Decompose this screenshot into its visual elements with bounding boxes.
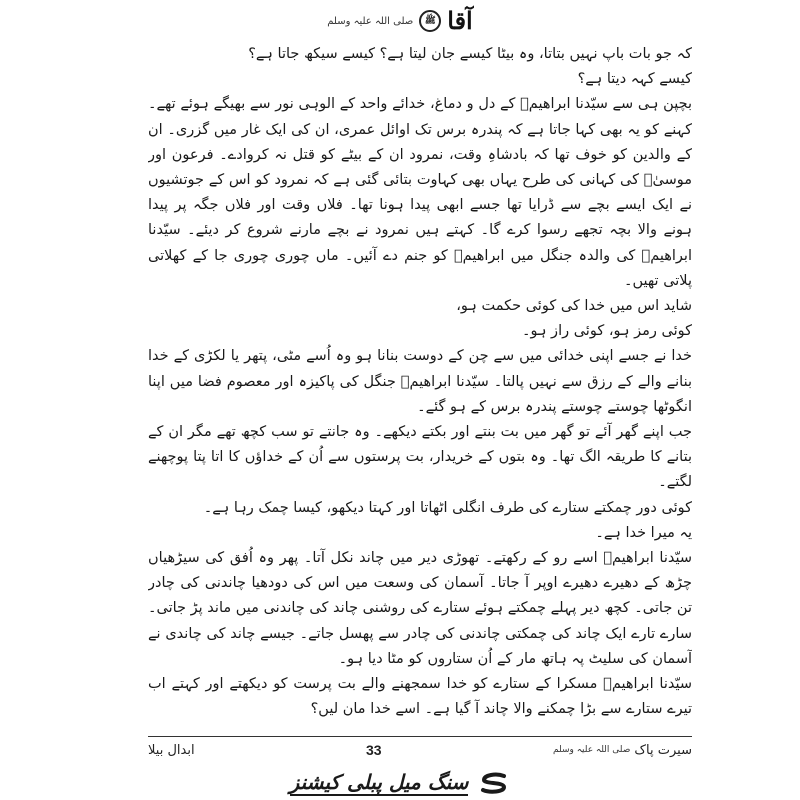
paragraph: کوئی دور چمکتے ستارے کی طرف انگلی اٹھاتا اور کہتا دیکھو، کیسا چمک رہا ہے۔	[203, 499, 692, 516]
paragraph: خدا نے جسے اپنی خدائی میں سے چن کے دوست بنانا ہو وہ اُسے مٹی، پتھر یا لکڑی کے خدا بنانے والے کے رزق سے نہیں پالتا۔ سیّدنا ابراھیمؑ جنگل کی پاکیزہ اور معصوم فضا میں اپنا انگوٹھا چوستے چوستے پندرہ برس کے ہو گئے۔	[148, 348, 692, 415]
paragraph: بچپن ہی سے سیّدنا ابراھیمؑ کے دل و دماغ، خدائے واحد کے الوہی نور سے بھیگے ہوئے تھے۔ کہنے کو یہ بھی کہا جاتا ہے کہ پندرہ برس تک اوائل عمری، ان کی ایک غار میں گزری۔ ان کے والدین کو خوف تھا کہ بادشاہِ وقت، نمرود ان کے بیٹے کو قتل نہ کروادے۔ فرعون اور موسیٰؑ کی کہانی کی طرح یہاں بھی کہاوت بتائی گئی ہے کہ نمرود کو اس کے جوتشیوں نے ایک ایسے بچے سے ڈرایا تھا جسے ابھی پیدا ہونا تھا۔ فلاں وقت اور فلاں جگہ پر پیدا ہونے والا بچہ تجھے رسوا کرے گا۔ کہتے ہیں نمرود نے بچے مارنے شروع کر دیئے۔ سیّدنا ابراھیمؑ کی والدہ جنگل میں ابراھیمؑ کو جنم دے آئیں۔ ماں چوری چوری جا کے کھلاتی پلاتی تھیں۔	[148, 96, 692, 289]
paragraph: شاید اس میں خدا کی کوئی حکمت ہو،	[456, 298, 692, 315]
footer-salutation: صلی اللہ علیہ وسلم	[553, 745, 631, 755]
footer-book-title-group	[553, 743, 692, 758]
footer-book-title: سیرت پاک	[634, 742, 692, 758]
paragraph: کوئی رمز ہو، کوئی راز ہو۔	[521, 323, 692, 340]
footer-author: ابدال بیلا	[148, 742, 195, 758]
paragraph: کہ جو بات باپ نہیں بتاتا، وہ بیٹا کیسے جان لیتا ہے؟ کیسے سیکھ جاتا ہے؟	[248, 46, 692, 62]
paragraph: سیّدنا ابراھیمؑ مسکرا کے ستارے کو خدا سمجھنے والے بت پرست کو دیکھتے اور کہتے اب تیرے ستارے سے بڑا چمکنے والا چاند آ گیا ہے۔ اسے خدا مان لیں؟	[148, 676, 692, 718]
sang-e-meel-logo-icon	[478, 772, 510, 794]
paragraph: یہ میرا خدا ہے۔	[595, 524, 692, 541]
body-text	[148, 42, 692, 734]
publisher-imprint	[0, 768, 800, 798]
page-number: 33	[366, 742, 382, 758]
page-title: آقا	[447, 6, 473, 35]
header-title-group	[327, 6, 472, 36]
paragraph: کیسے کہہ دیتا ہے؟	[577, 71, 692, 88]
page-footer	[148, 736, 692, 763]
paragraph: سیّدنا ابراھیمؑ اسے رو کے رکھتے۔ تھوڑی دیر میں چاند نکل آتا۔ پھر وہ اُفق کی سیڑھیاں چڑھ کے دھیرے دھیرے اوپر آ جاتا۔ آسمان کی وسعت میں اس کی دودھیا چاندنی کی چادر تن جاتی۔ کچھ دیر پہلے چمکتے ہوئے ستارے کی روشنی چاند کی چاندنی میں ماند پڑ جاتی۔ سارے تارے ایک چاند کی چمکتی چاندنی کی چادر سے پھسل جاتے۔ جیسے چاند کی چاندی نے آسمان کی سلیٹ پہ ہاتھ مار کے اُن ستاروں کو مٹا دیا ہو۔	[148, 550, 692, 667]
publisher-name: سنگ میل پبلی کیشنز	[289, 770, 469, 794]
seal-icon: ﷺ	[419, 10, 441, 32]
page-header	[0, 4, 800, 38]
paragraph: جب اپنے گھر آئے تو گھر میں بت بنتے اور بکتے دیکھے۔ وہ جانتے تو سب کچھ تھے مگر ان کے بتانے کا طریقہ الگ تھا۔ وہ بتوں کے خریدار، بت پرستوں سے اُن کے خداؤں کا اتا پتا پوچھنے لگتے۔	[148, 424, 692, 491]
header-salutation: صلی اللہ علیہ وسلم	[327, 15, 414, 27]
